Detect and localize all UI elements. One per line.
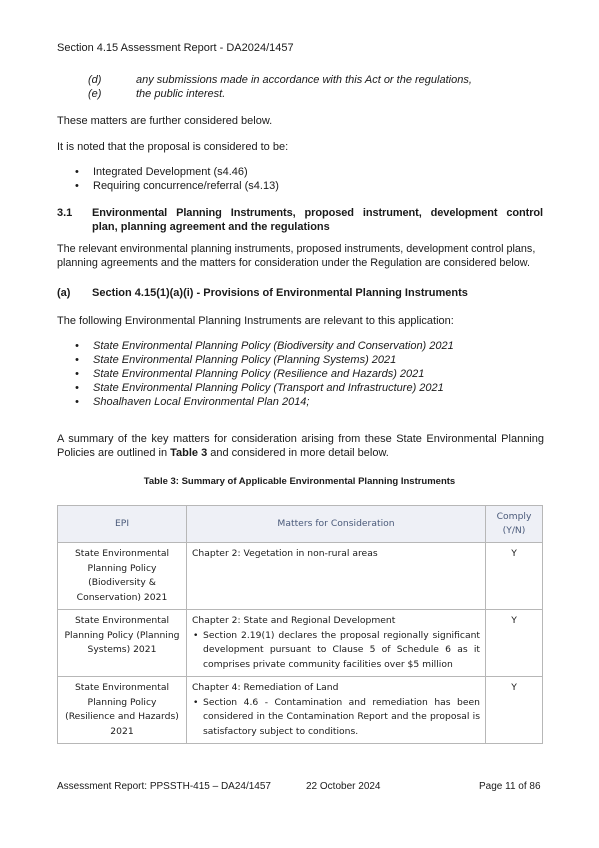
paragraph-noted: It is noted that the proposal is considered to be: xyxy=(57,141,289,153)
cell-epi: State Environmental Planning Policy (Planning Systems) 2021 xyxy=(58,610,187,677)
bullet-icon: • xyxy=(75,340,79,352)
bullet-icon: • xyxy=(75,382,79,394)
paragraph-relevant: The relevant environmental planning instruments, proposed instruments, development control plans, planning agreements and the matters for consideration under the Regulation are considered below. xyxy=(57,243,536,269)
matters-list xyxy=(192,629,480,673)
cell-comply: Y xyxy=(486,543,543,610)
matters-title: Chapter 4: Remediation of Land xyxy=(192,682,339,693)
cell-comply: Y xyxy=(486,610,543,677)
column-header-epi: EPI xyxy=(58,506,187,543)
cell-matters xyxy=(187,543,486,610)
bullet-icon: • xyxy=(75,166,79,178)
footer-report: Assessment Report: PPSSTH-415 – DA24/1457 xyxy=(57,781,271,792)
footer-date: 22 October 2024 xyxy=(306,781,381,792)
section-title-line2: plan, planning agreement and the regulations xyxy=(92,221,330,233)
bullet-icon: • xyxy=(75,396,79,408)
matters-bullet: • Section 4.6 - Contamination and remediation has been considered in the Contamination Report and the proposal is satisfactory subject to conditions. xyxy=(203,696,480,740)
cell-matters xyxy=(187,677,486,744)
table-reference: Table 3 xyxy=(170,447,208,459)
table-header-row xyxy=(58,506,543,543)
column-header-matters: Matters for Consideration xyxy=(187,506,486,543)
paragraph-summary: A summary of the key matters for consideration arising from these State Environmental Planning Policies are outlined in Table 3 and considered in more detail below. xyxy=(57,433,544,459)
section-title-line1: Environmental Planning Instruments, proposed instrument, development control xyxy=(92,207,543,219)
column-header-comply: Comply (Y/N) xyxy=(486,506,543,543)
epi-table xyxy=(57,505,543,744)
section-number: 3.1 xyxy=(57,207,73,219)
cell-matters xyxy=(187,610,486,677)
matters-bullet: • Section 2.19(1) declares the proposal regionally significant development pursuant to Clause 5 of Schedule 6 as it comprises private community facilities over $5 million xyxy=(203,629,480,673)
table-row xyxy=(58,543,543,610)
subsection-title: Section 4.15(1)(a)(i) - Provisions of Environmental Planning Instruments xyxy=(92,287,468,299)
matters-title: Chapter 2: Vegetation in non-rural areas xyxy=(192,548,378,559)
page-header: Section 4.15 Assessment Report - DA2024/1457 xyxy=(57,42,294,54)
cell-epi: State Environmental Planning Policy (Biodiversity & Conservation) 2021 xyxy=(58,543,187,610)
bullet-icon: • xyxy=(75,180,79,192)
bullet-icon: • xyxy=(75,354,79,366)
table-caption: Table 3: Summary of Applicable Environmental Planning Instruments xyxy=(143,476,456,487)
subsection-letter: (a) xyxy=(57,287,71,299)
matters-list xyxy=(192,696,480,740)
document-page: Section 4.15 Assessment Report - DA2024/1457 (d) any submissions made in accordance with this Act or the regulations, (e) the public interest. These matters are further considered below. It is noted that the proposal is considered to be: • Integrated Development (s4.46) • Requiring concurrence/referral (s4.13) 3.1 Environmental Planning Instruments, proposed instrument, development control plan, planning agreement and the regulations The relevant environmental planning instruments, proposed instruments, development control plans, planning agreements and the matters for consideration under the Regulation are considered below. (a) Section 4.15(1)(a)(i) - Provisions of Environmental Planning Instruments The following Environmental Planning Instruments are relevant to this application: • State Environmental Planning Policy (Biodiversity and Conservation) 2021 • State Environmental Planning Policy (Planning Systems) 2021 • State Environmental Planning Policy (Resilience and Hazards) 2021 • State Environmental Planning Policy (Transport and Infrastructure) 2021 • Shoalhaven Local Environmental Plan 2014; A summary of the key matters for consideration arising from these State Environmental Planning Policies are outlined in Table 3 and considered in more detail below. Table 3: Summary of Applicable Environmental Planning Instruments EPI Matters for Consideration Comply (Y/N) State Environmental Planning Policy (Biodiversity & Conservation) 2021 Chapter 2: Vegetation in non-rural areas Y State Environmental Planning Policy (Planning Systems) 2021 Chapter 2: State and Regional Development • Section 2.19(1) declares the proposal regionally significant development pursuant to Clause 5 of Schedule 6 as it comprises private community facilities over $5 million Y State Environmental Planning Policy (Resilience and Hazards) 2021 Chapter 4: Remediation of Land • Section 4.6 - Contamination and remediation has been considered in the Contamination Report and the proposal is satisfactory subject to conditions. Y Assessment Report: PPSSTH-415 – DA24/1457 22 October 2024 Page 11 of 86 xyxy=(0,0,599,848)
table-row xyxy=(58,677,543,744)
paragraph-further: These matters are further considered below. xyxy=(57,115,273,127)
table-row xyxy=(58,610,543,677)
cell-comply: Y xyxy=(486,677,543,744)
footer-page-number: Page 11 of 86 xyxy=(479,781,541,792)
bullet-icon: • xyxy=(75,368,79,380)
cell-epi: State Environmental Planning Policy (Resilience and Hazards) 2021 xyxy=(58,677,187,744)
paragraph-following: The following Environmental Planning Instruments are relevant to this application: xyxy=(57,315,454,327)
matters-title: Chapter 2: State and Regional Development xyxy=(192,615,396,626)
